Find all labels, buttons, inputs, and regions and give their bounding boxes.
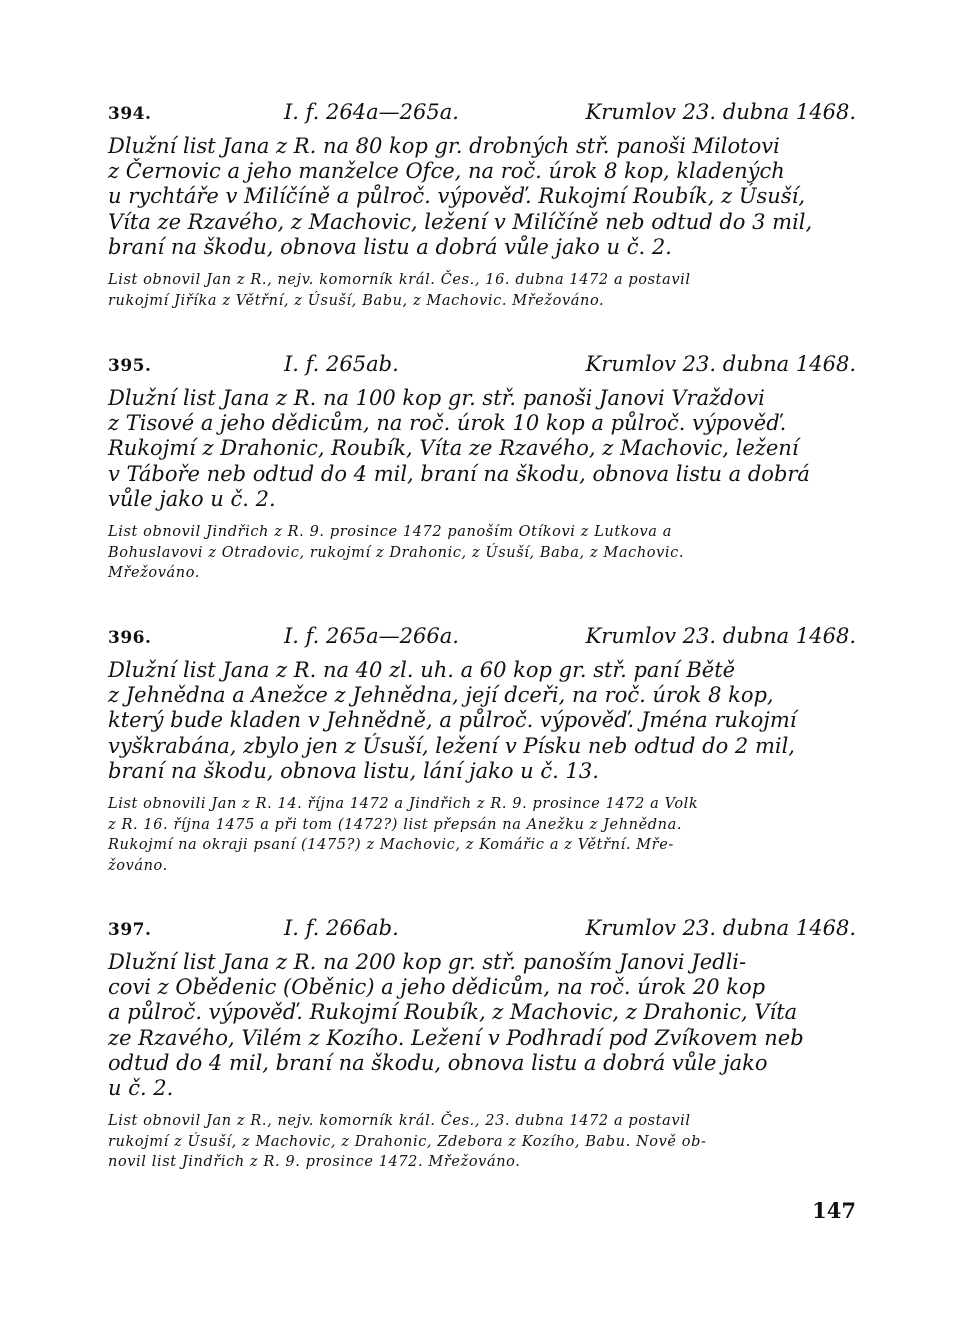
entry-395	[108, 352, 856, 584]
text-line: který bude kladen v Jehnědně, a půlroč. výpověď. Jména rukojmí	[108, 708, 797, 733]
note-line: rukojmí z Úsuší, z Machovic, z Drahonic, Zdebora z Kozího, Babu. Nově ob-	[108, 1133, 707, 1150]
note-line: žováno.	[108, 857, 168, 874]
entry-397	[108, 916, 856, 1173]
text-line: vyškrabána, zbylo jen z Úsuší, ležení v Písku neb odtud do 2 mil,	[108, 733, 795, 758]
place-date: Krumlov 23. dubna 1468.	[585, 352, 856, 376]
entry-394	[108, 100, 856, 311]
text-line: braní na škodu, obnova listu, lání jako u č. 13.	[108, 758, 599, 783]
text-line: z Jehnědna a Anežce z Jehnědna, její dceři, na roč. úrok 8 kop,	[108, 683, 774, 708]
entry-note	[108, 522, 856, 584]
folio-reference: I. f. 265ab.	[284, 352, 399, 376]
text-line: u rychtáře v Milíčíně a půlroč. výpověď. Rukojmí Roubík, z Úsuší,	[108, 184, 805, 209]
note-line: z R. 16. října 1475 a při tom (1472?) list přepsán na Anežku z Jehnědna.	[108, 816, 683, 833]
folio-reference: I. f. 265a—266a.	[284, 624, 459, 648]
place-date: Krumlov 23. dubna 1468.	[585, 100, 856, 124]
entry-text	[108, 386, 856, 512]
text-line: odtud do 4 mil, braní na škodu, obnova listu a dobrá vůle jako	[108, 1050, 768, 1075]
entry-text	[108, 950, 856, 1101]
text-line: braní na škodu, obnova listu a dobrá vůle jako u č. 2.	[108, 234, 672, 259]
entry-number: 397.	[108, 920, 152, 940]
note-line: List obnovil Jan z R., nejv. komorník král. Čes., 23. dubna 1472 a postavil	[108, 1113, 691, 1130]
note-line: List obnovil Jindřich z R. 9. prosince 1472 panoším Otíkovi z Lutkova a	[108, 524, 673, 541]
entry-text	[108, 658, 856, 784]
folio-reference: I. f. 264a—265a.	[284, 100, 459, 124]
text-line: Víta ze Rzavého, z Machovic, ležení v Milíčíně neb odtud do 3 mil,	[108, 209, 813, 234]
entry-header	[108, 352, 856, 386]
entry-note	[108, 794, 856, 876]
entry-number: 395.	[108, 356, 152, 376]
text-line: Dlužní list Jana z R. na 40 zl. uh. a 60 kop gr. stř. paní Bětě	[108, 658, 736, 682]
note-line: novil list Jindřich z R. 9. prosince 1472. Mřežováno.	[108, 1154, 521, 1171]
entry-note	[108, 1111, 856, 1173]
text-line: Dlužní list Jana z R. na 80 kop gr. drobných stř. panoši Milotovi	[108, 134, 780, 158]
entry-number: 394.	[108, 104, 152, 124]
place-date: Krumlov 23. dubna 1468.	[585, 624, 856, 648]
entry-header	[108, 100, 856, 134]
note-line: List obnovil Jan z R., nejv. komorník král. Čes., 16. dubna 1472 a postavil	[108, 272, 691, 289]
text-line: z Tisové a jeho dědicům, na roč. úrok 10 kop a půlroč. výpověď.	[108, 411, 787, 436]
note-line: Mřežováno.	[108, 565, 200, 582]
folio-reference: I. f. 266ab.	[284, 916, 399, 940]
entry-number: 396.	[108, 628, 152, 648]
note-line: rukojmí Jiříka z Větřní, z Úsuší, Babu, z Machovic. Mřežováno.	[108, 292, 605, 309]
text-line: u č. 2.	[108, 1076, 174, 1101]
text-line: v Táboře neb odtud do 4 mil, braní na škodu, obnova listu a dobrá	[108, 461, 810, 486]
note-line: Bohuslavovi z Otradovic, rukojmí z Drahonic, z Úsuší, Baba, z Machovic.	[108, 544, 685, 561]
text-line: Dlužní list Jana z R. na 200 kop gr. stř. panoším Janovi Jedli-	[108, 950, 747, 974]
text-line: covi z Obědenic (Oběnic) a jeho dědicům, na roč. úrok 20 kop	[108, 975, 766, 1000]
entry-text	[108, 134, 856, 260]
entry-note	[108, 270, 856, 311]
text-line: Rukojmí z Drahonic, Roubík, Víta ze Rzavého, z Machovic, ležení	[108, 436, 799, 461]
entry-396	[108, 624, 856, 876]
text-line: vůle jako u č. 2.	[108, 486, 276, 511]
note-line: Rukojmí na okraji psaní (1475?) z Machovic, z Komářic a z Větřní. Mře-	[108, 837, 674, 854]
text-line: z Černovic a jeho manželce Ofce, na roč. úrok 8 kop, kladených	[108, 159, 785, 184]
entry-header	[108, 624, 856, 658]
place-date: Krumlov 23. dubna 1468.	[585, 916, 856, 940]
note-line: List obnovili Jan z R. 14. října 1472 a Jindřich z R. 9. prosince 1472 a Volk	[108, 796, 699, 813]
text-line: a půlroč. výpověď. Rukojmí Roubík, z Machovic, z Drahonic, Víta	[108, 1000, 798, 1025]
text-line: ze Rzavého, Vilém z Kozího. Ležení v Podhradí pod Zvíkovem neb	[108, 1025, 804, 1050]
entry-header	[108, 916, 856, 950]
page-number: 147	[812, 1198, 856, 1223]
text-line: Dlužní list Jana z R. na 100 kop gr. stř. panoši Janovi Vraždovi	[108, 386, 765, 410]
